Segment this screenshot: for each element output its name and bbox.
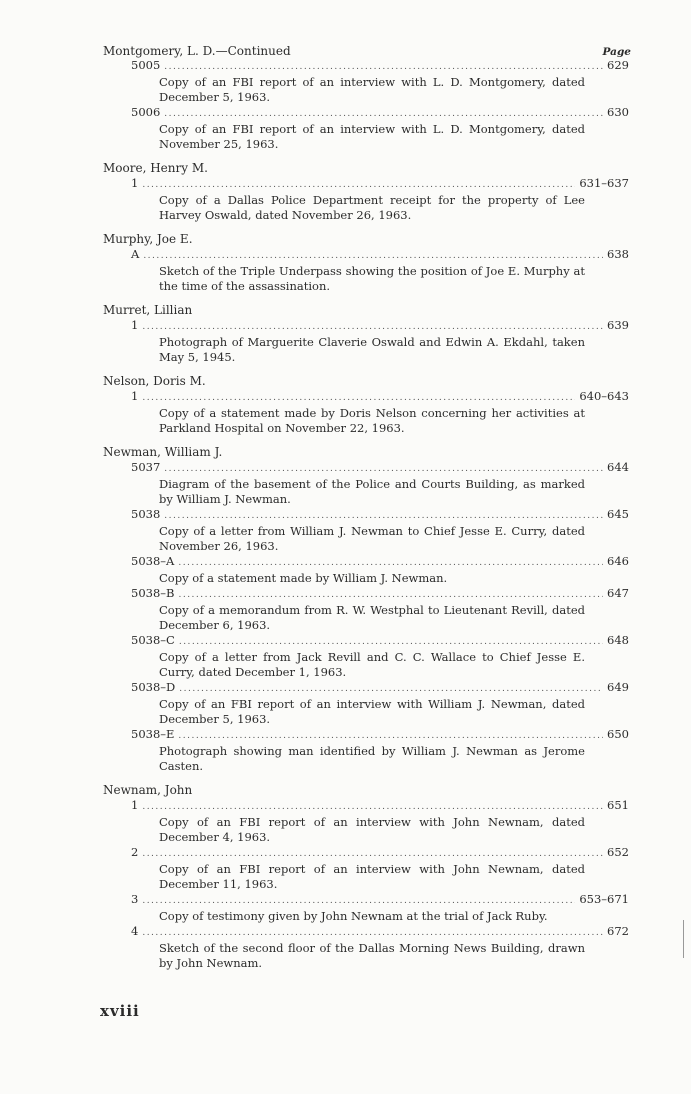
exhibit-number: 4 bbox=[131, 924, 139, 938]
scan-edge-mark bbox=[683, 920, 688, 958]
exhibit-number: 5038–E bbox=[131, 727, 175, 741]
witness-name: Nelson, Doris M. bbox=[103, 374, 206, 388]
leader-dots bbox=[178, 588, 603, 603]
page-reference: 631–637 bbox=[579, 176, 629, 190]
exhibit-description: Copy of a statement made by Doris Nelson concerning her activities at Parkland Hospital on November 22, 1963. bbox=[159, 406, 585, 435]
exhibit-entry bbox=[103, 460, 633, 477]
exhibit-entry bbox=[103, 507, 633, 524]
exhibit-description: Copy of a letter from Jack Revill and C. C. Wallace to Chief Jesse E. Curry, dated December 1, 1963. bbox=[159, 650, 585, 679]
exhibit-entry bbox=[103, 105, 633, 122]
continued-heading: Montgomery, L. D.—Continued bbox=[103, 44, 291, 58]
witness-name: Moore, Henry M. bbox=[103, 161, 208, 175]
leader-dots bbox=[164, 462, 603, 477]
leader-dots bbox=[142, 178, 575, 193]
exhibit-entry bbox=[103, 633, 633, 650]
page-reference: 639 bbox=[607, 318, 629, 332]
exhibit-entry bbox=[103, 389, 633, 406]
exhibit-number: 1 bbox=[131, 798, 139, 812]
exhibit-description: Copy of an FBI report of an interview with William J. Newman, dated December 5, 1963. bbox=[159, 697, 585, 726]
exhibit-number: 5037 bbox=[131, 460, 161, 474]
exhibit-entry bbox=[103, 727, 633, 744]
witness-name: Newnam, John bbox=[103, 783, 193, 797]
exhibit-entry bbox=[103, 798, 633, 815]
index-section bbox=[103, 444, 633, 774]
index-section bbox=[103, 302, 633, 365]
leader-dots bbox=[143, 249, 603, 264]
exhibit-number: 5038 bbox=[131, 507, 161, 521]
leader-dots bbox=[179, 635, 603, 650]
leader-dots bbox=[179, 682, 603, 697]
running-header bbox=[103, 44, 633, 58]
exhibit-description: Copy of a memorandum from R. W. Westphal to Lieutenant Revill, dated December 6, 1963. bbox=[159, 603, 585, 632]
exhibit-entry bbox=[103, 586, 633, 603]
exhibit-number: 5005 bbox=[131, 58, 161, 72]
exhibit-number: 5038–A bbox=[131, 554, 175, 568]
page-reference: 644 bbox=[607, 460, 629, 474]
exhibit-description: Copy of testimony given by John Newnam at the trial of Jack Ruby. bbox=[159, 909, 548, 923]
exhibit-number: 5038–D bbox=[131, 680, 176, 694]
exhibit-entry bbox=[103, 845, 633, 862]
exhibit-entry bbox=[103, 58, 633, 75]
exhibit-entry bbox=[103, 680, 633, 697]
page-reference: 630 bbox=[607, 105, 629, 119]
leader-dots bbox=[164, 107, 603, 122]
page-reference: 653–671 bbox=[579, 892, 629, 906]
exhibit-entry bbox=[103, 924, 633, 941]
page-reference: 646 bbox=[607, 554, 629, 568]
page-reference: 645 bbox=[607, 507, 629, 521]
index-section bbox=[103, 373, 633, 436]
exhibit-description: Copy of a letter from William J. Newman to Chief Jesse E. Curry, dated November 26, 1963. bbox=[159, 524, 585, 553]
exhibit-entry bbox=[103, 176, 633, 193]
witness-name: Murret, Lillian bbox=[103, 303, 193, 317]
index-section bbox=[103, 160, 633, 223]
page-reference: 650 bbox=[607, 727, 629, 741]
leader-dots bbox=[142, 320, 603, 335]
exhibit-description: Copy of a Dallas Police Department receipt for the property of Lee Harvey Oswald, dated November 26, 1963. bbox=[159, 193, 585, 222]
exhibit-entry bbox=[103, 318, 633, 335]
page-reference: 652 bbox=[607, 845, 629, 859]
exhibit-number: 5038–C bbox=[131, 633, 175, 647]
index-section bbox=[103, 782, 633, 971]
exhibit-description: Copy of an FBI report of an interview with John Newnam, dated December 4, 1963. bbox=[159, 815, 585, 844]
exhibit-description: Sketch of the second floor of the Dallas Morning News Building, drawn by John Newnam. bbox=[159, 941, 585, 970]
exhibit-index bbox=[103, 58, 633, 971]
exhibit-description: Sketch of the Triple Underpass showing the position of Joe E. Murphy at the time of the assassination. bbox=[159, 264, 585, 293]
page-reference: 629 bbox=[607, 58, 629, 72]
leader-dots bbox=[142, 800, 603, 815]
exhibit-number: 5006 bbox=[131, 105, 161, 119]
exhibit-entry bbox=[103, 892, 633, 909]
page-reference: 672 bbox=[607, 924, 629, 938]
exhibit-number: 5038–B bbox=[131, 586, 175, 600]
page-column-label: Page bbox=[602, 46, 631, 58]
exhibit-number: 3 bbox=[131, 892, 139, 906]
exhibit-description: Copy of a statement made by William J. Newman. bbox=[159, 571, 448, 585]
exhibit-entry bbox=[103, 247, 633, 264]
leader-dots bbox=[164, 60, 603, 75]
leader-dots bbox=[142, 391, 575, 406]
exhibit-description: Copy of an FBI report of an interview with L. D. Montgomery, dated November 25, 1963. bbox=[159, 122, 585, 151]
exhibit-number: 1 bbox=[131, 318, 139, 332]
exhibit-description: Diagram of the basement of the Police and Courts Building, as marked by William J. Newman. bbox=[159, 477, 585, 506]
exhibit-description: Copy of an FBI report of an interview with L. D. Montgomery, dated December 5, 1963. bbox=[159, 75, 585, 104]
page-reference: 649 bbox=[607, 680, 629, 694]
index-section bbox=[103, 58, 633, 152]
leader-dots bbox=[164, 509, 603, 524]
leader-dots bbox=[178, 729, 603, 744]
exhibit-number: 1 bbox=[131, 176, 139, 190]
page-number: xviii bbox=[100, 1002, 140, 1020]
page-reference: 651 bbox=[607, 798, 629, 812]
page-reference: 640–643 bbox=[579, 389, 629, 403]
exhibit-number: A bbox=[131, 247, 140, 261]
index-section bbox=[103, 231, 633, 294]
leader-dots bbox=[142, 894, 575, 909]
witness-name: Murphy, Joe E. bbox=[103, 232, 193, 246]
exhibit-description: Copy of an FBI report of an interview with John Newnam, dated December 11, 1963. bbox=[159, 862, 585, 891]
leader-dots bbox=[178, 556, 603, 571]
exhibit-entry bbox=[103, 554, 633, 571]
page-reference: 647 bbox=[607, 586, 629, 600]
exhibit-number: 1 bbox=[131, 389, 139, 403]
exhibit-number: 2 bbox=[131, 845, 139, 859]
page-reference: 638 bbox=[607, 247, 629, 261]
leader-dots bbox=[142, 847, 603, 862]
witness-name: Newman, William J. bbox=[103, 445, 223, 459]
exhibit-description: Photograph of Marguerite Claverie Oswald and Edwin A. Ekdahl, taken May 5, 1945. bbox=[159, 335, 585, 364]
leader-dots bbox=[142, 926, 603, 941]
page-reference: 648 bbox=[607, 633, 629, 647]
exhibit-description: Photograph showing man identified by William J. Newman as Jerome Casten. bbox=[159, 744, 585, 773]
